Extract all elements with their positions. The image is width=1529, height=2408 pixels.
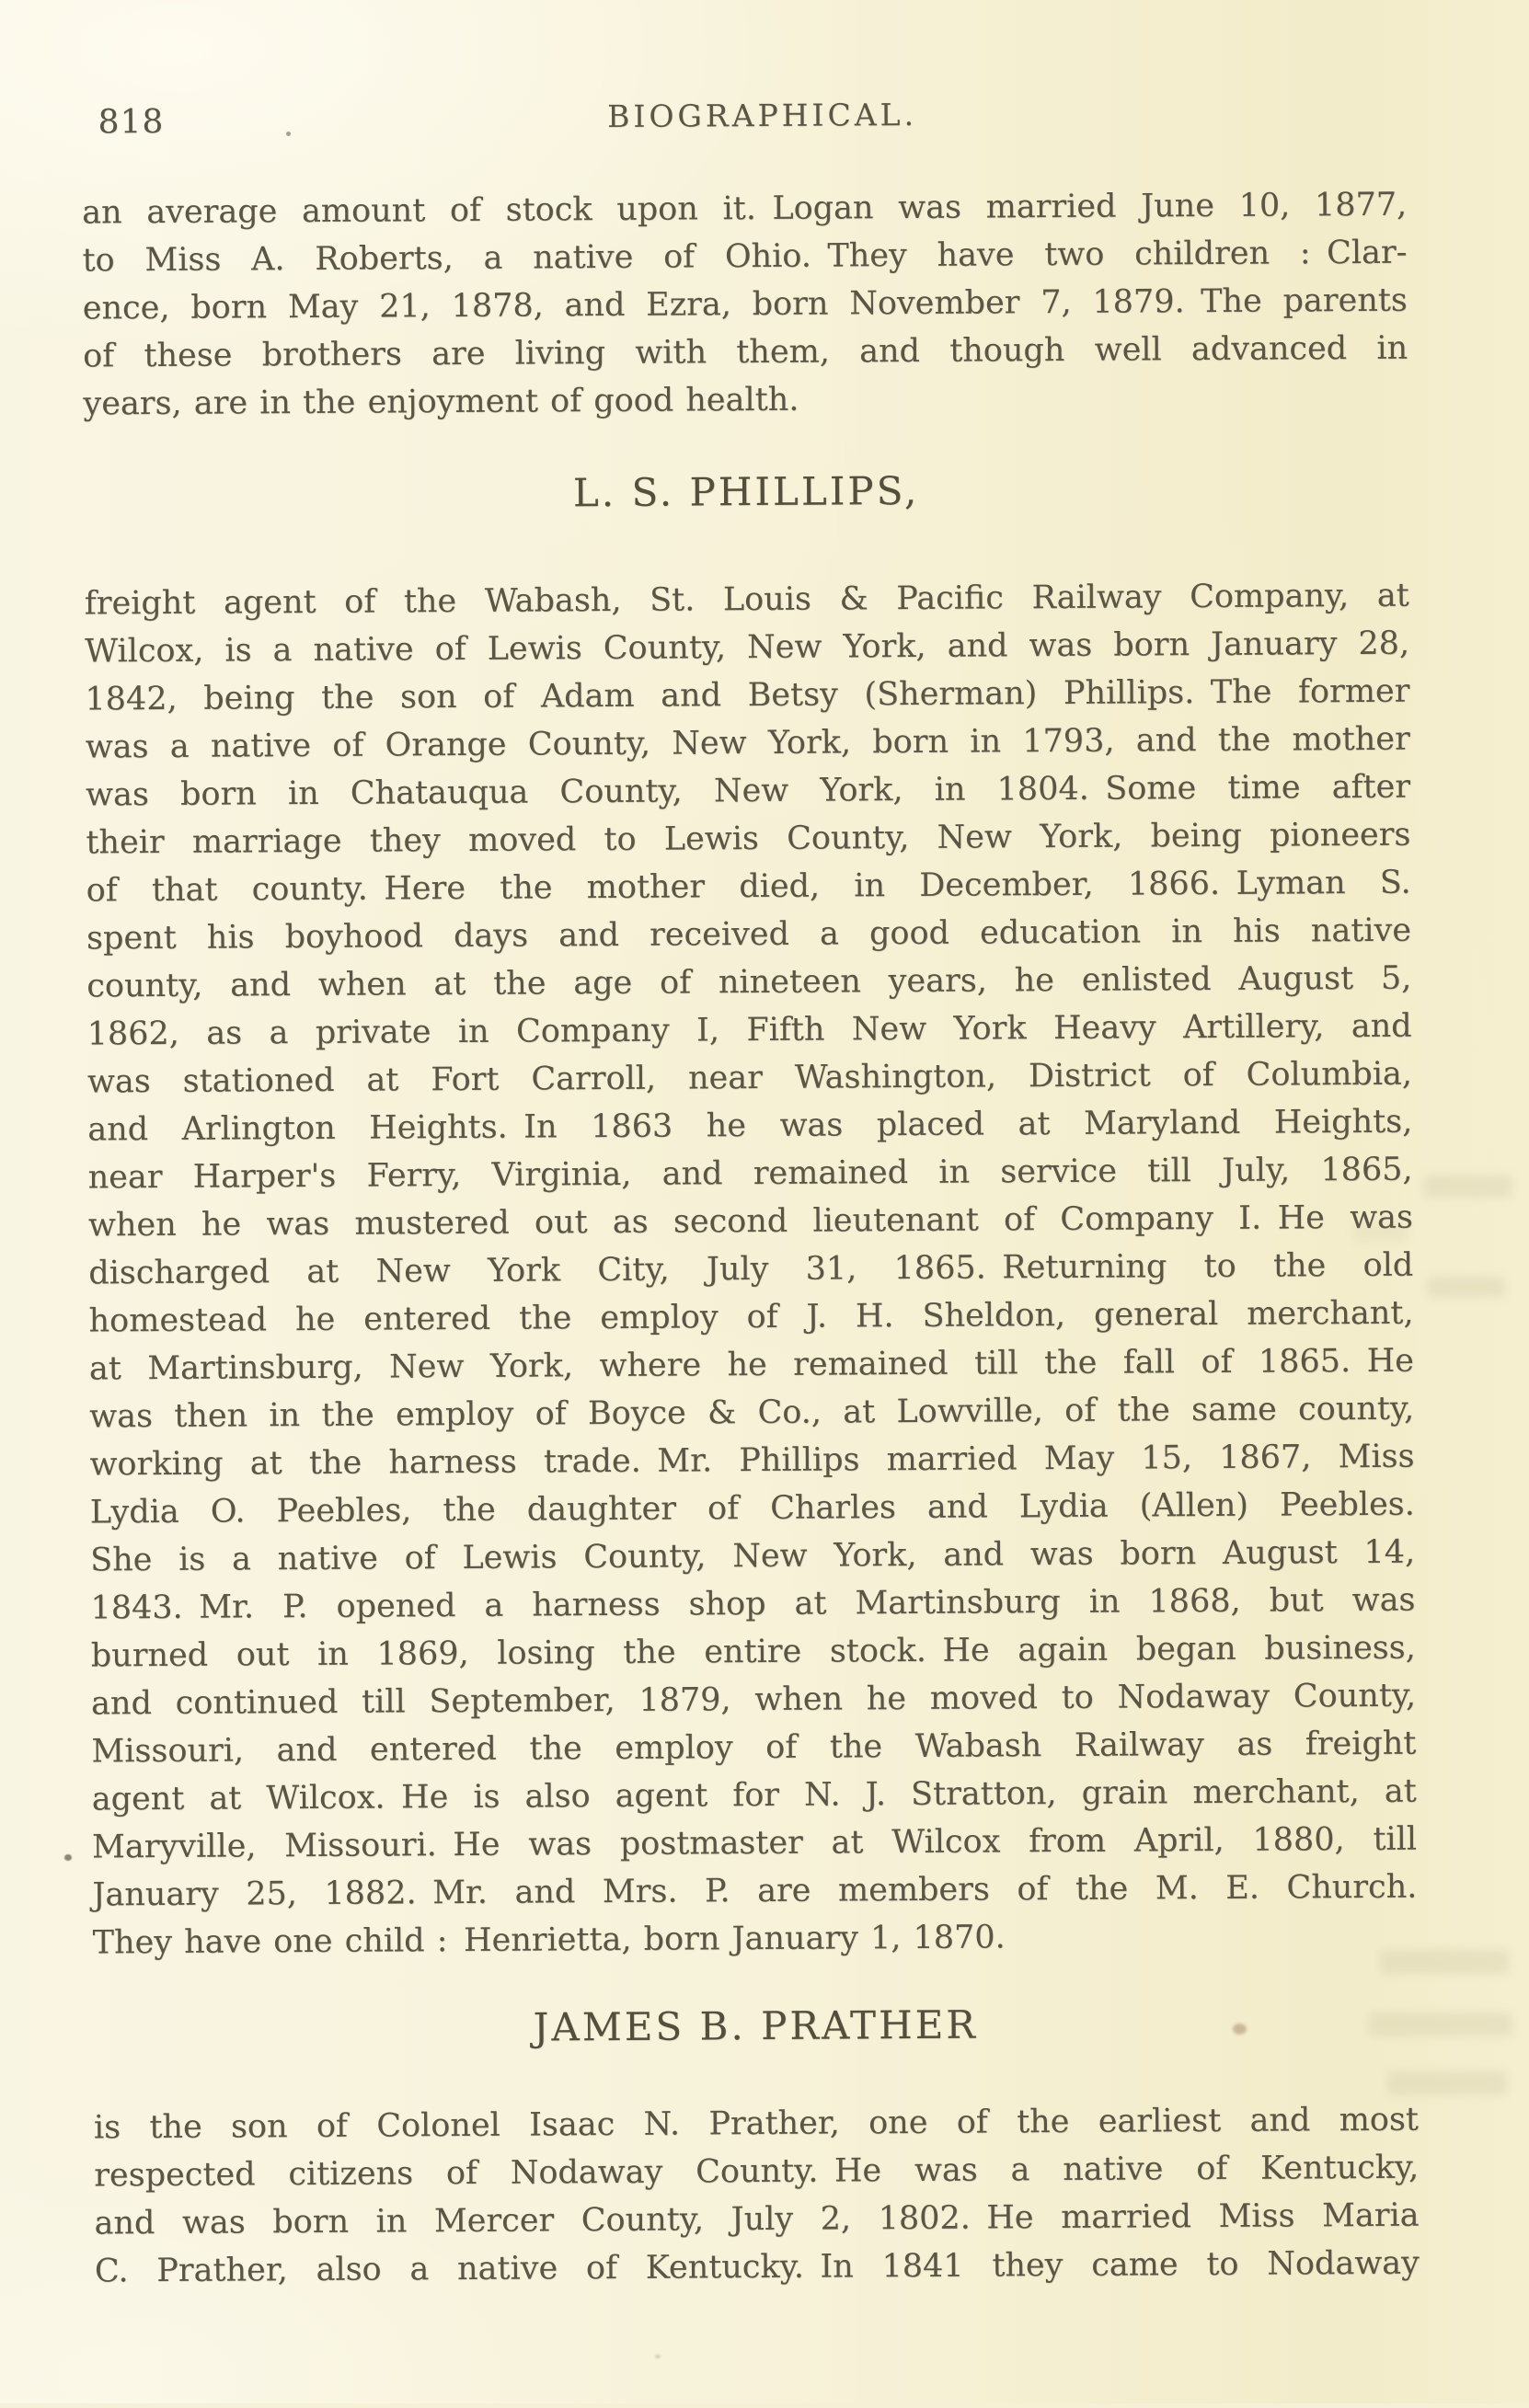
bleed-through-ghost [1424,1175,1512,1198]
section-heading-prather: JAMES B. PRATHER [533,2001,979,2050]
ink-speck [655,2355,661,2358]
ink-speck [286,132,291,136]
text-line: homestead he entered the employ of J. H. Sheldon, general merchant, [88,1294,1414,1340]
text-line: to Miss A. Roberts, a native of Ohio. They have two children : Clar- [82,234,1408,280]
text-line: was born in Chatauqua County, New York, in 1804. Some time after [85,768,1411,814]
text-line: near Harper's Ferry, Virginia, and remained in service till July, 1865, [87,1151,1413,1197]
ink-smudge [1233,2024,1247,2035]
text-line: Wilcox, is a native of Lewis County, New York, and was born January 28, [85,625,1410,671]
paragraph-phillips-biography [85,572,1418,1967]
text-line: an average amount of stock upon it. Logan was married June 10, 1877, [82,186,1408,232]
bleed-through-ghost [1387,2071,1507,2095]
text-line: They have one child : Henrietta, born January 1, 1870. [92,1919,1006,1962]
text-line: county, and when at the age of nineteen years, he enlisted August 5, [86,959,1412,1005]
running-header-title: BIOGRAPHICAL. [607,96,918,135]
text-line: She is a native of Lewis County, New York, and was born August 14, [90,1533,1416,1579]
text-line: discharged at New York City, July 31, 1865. Returning to the old [88,1246,1414,1292]
page-number: 818 [98,102,165,142]
text-line: was then in the employ of Boyce & Co., at Lowville, of the same county, [89,1390,1415,1436]
text-line: of these brothers are living with them, and though well advanced in [83,329,1408,375]
text-line: when he was mustered out as second lieutenant of Company I. He was [87,1198,1414,1244]
text-line: Missouri, and entered the employ of the Wabash Railway as freight [91,1725,1417,1771]
text-line: 1843. Mr. P. opened a harness shop at Martinsburg in 1868, but was [90,1581,1416,1627]
text-line: 1842, being the son of Adam and Betsy (Sherman) Phillips. The former [85,672,1410,718]
text-line: and was born in Mercer County, July 2, 1802. He married Miss Maria [94,2196,1420,2242]
text-line: is the son of Colonel Isaac N. Prather, one of the earliest and most [93,2101,1420,2147]
text-line: and continued till September, 1879, when he moved to Nodaway County, [90,1677,1417,1723]
text-line: Lydia O. Peebles, the daughter of Charles and Lydia (Allen) Peebles. [89,1485,1415,1531]
bleed-through-ghost [1380,1950,1509,1974]
text-line: agent at Wilcox. He is also agent for N. J. Stratton, grain merchant, at [91,1772,1417,1818]
text-line: January 25, 1882. Mr. and Mrs. P. are members of the M. E. Church. [92,1868,1418,1914]
bleed-through-ghost [1369,2012,1512,2036]
text-line: Maryville, Missouri. He was postmaster at Wilcox from April, 1880, till [91,1820,1418,1866]
text-line: 1862, as a private in Company I, Fifth New York Heavy Artillery, and [86,1007,1412,1053]
text-line: and Arlington Heights. In 1863 he was placed at Maryland Heights, [87,1103,1413,1149]
bleed-through-ghost [1352,1223,1408,1242]
section-heading-phillips: L. S. PHILLIPS, [572,467,920,516]
text-line: was stationed at Fort Carroll, near Washington, District of Columbia, [86,1055,1413,1101]
ink-speck [64,1854,72,1861]
paragraph-logan-continuation [82,181,1408,429]
text-line: was a native of Orange County, New York, born in 1793, and the mother [85,720,1410,766]
text-line: their marriage they moved to Lewis County, New York, being pioneers [86,816,1411,862]
text-line: C. Prather, also a native of Kentucky. In 1841 they came to Nodaway [94,2244,1420,2290]
text-line: freight agent of the Wabash, St. Louis & Pacific Railway Company, at [84,577,1409,623]
text-line: spent his boyhood days and received a good education in his native [86,912,1412,957]
text-line: respected citizens of Nodaway County. He was a native of Kentucky, [94,2149,1420,2195]
running-head [81,94,1406,143]
text-line: ence, born May 21, 1878, and Ezra, born November 7, 1879. The parents [82,281,1408,327]
text-line: working at the harness trade. Mr. Phillips married May 15, 1867, Miss [89,1438,1415,1484]
text-line: of that county. Here the mother died, in December, 1866. Lyman S. [86,864,1411,910]
text-line: at Martinsburg, New York, where he remained till the fall of 1865. He [88,1342,1414,1388]
bleed-through-ghost [1428,1277,1505,1297]
text-line: burned out in 1869, losing the entire stock. He again began business, [90,1629,1416,1675]
text-line: years, are in the enjoyment of good health. [83,381,799,423]
paragraph-prather-biography [94,2096,1420,2296]
